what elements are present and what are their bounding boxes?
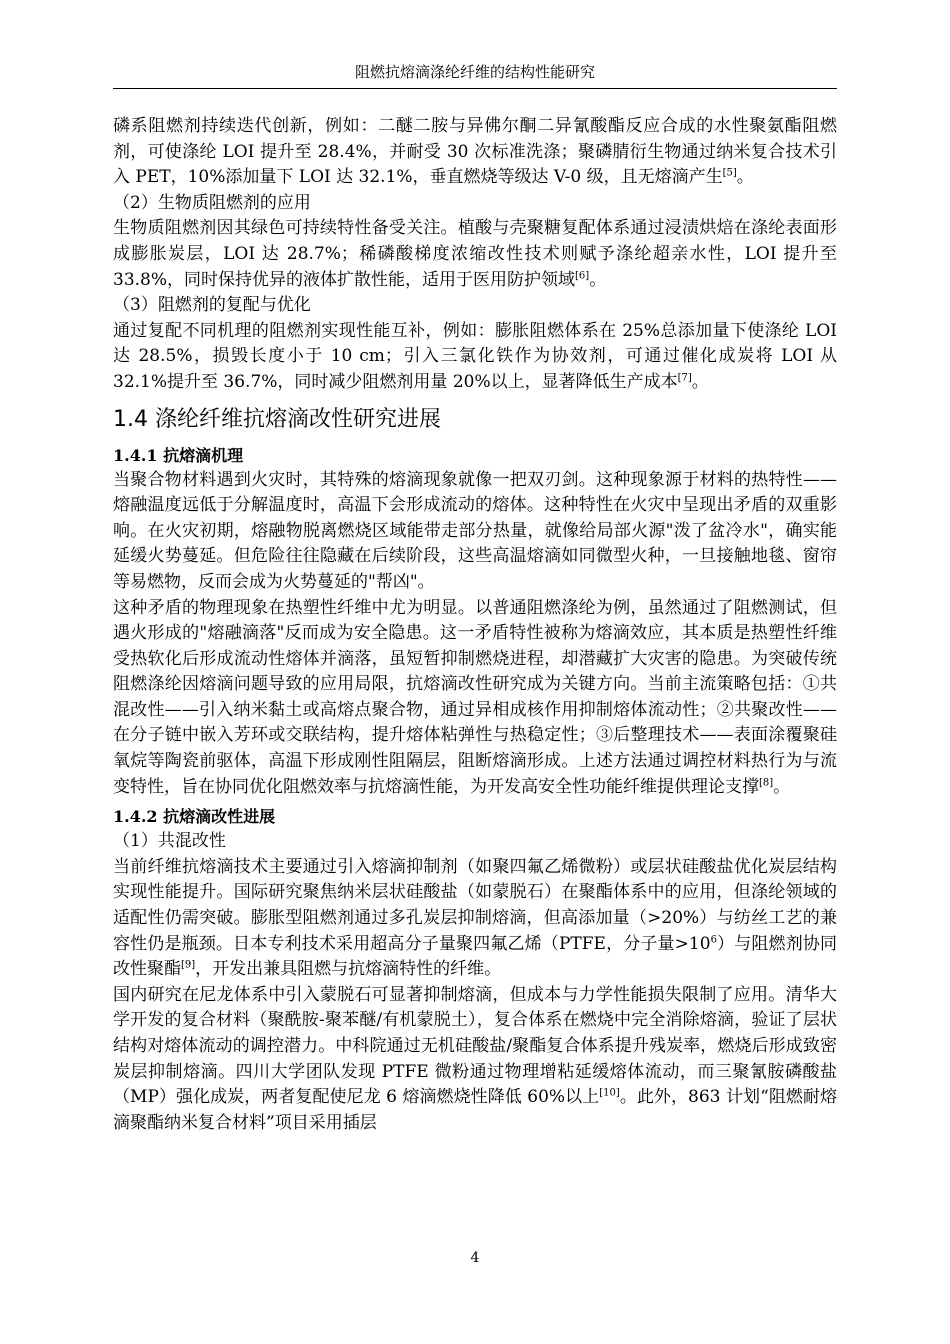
subsection-heading-1-4-1: 1.4.1 抗熔滴机理 <box>113 445 244 465</box>
page-number: 4 <box>470 1250 480 1266</box>
section-heading-1-4: 1.4 涤纶纤维抗熔滴改性研究进展 <box>113 406 441 432</box>
subsection-heading-1-4-2: 1.4.2 抗熔滴改性进展 <box>113 807 276 827</box>
subheading-bio-based: （2）生物质阻燃剂的应用 <box>113 192 311 213</box>
paragraph-compounding: 通过复配不同机理的阻燃剂实现性能互补，例如：膨胀阻燃体系在 25%总添加量下使涤纶 LOI 达 28.5%，损毁长度小于 10 cm；引入三氯化铁作为协效剂，可通过催化成炭将 LOI 从 32.1%提升至 36.7%，同时减少阻燃剂用量 20%以上，显著降低生产成本[7]。 <box>113 320 837 392</box>
citation-9: [9] <box>181 959 196 971</box>
citation-5: [5] <box>722 167 737 179</box>
citation-6: [6] <box>575 269 590 281</box>
paragraph-blend-modification: 当前纤维抗熔滴技术主要通过引入熔滴抑制剂（如聚四氟乙烯微粉）或层状硅酸盐优化炭层结构实现性能提升。国际研究聚焦纳米层状硅酸盐（如蒙脱石）在聚酯体系中的应用，但涤纶领域的适配性仍需突破。膨胀型阻燃剂通过多孔炭层抑制熔滴，但高添加量（>20%）与纺丝工艺的兼容性仍是瓶颈。日本专利技术采用超高分子量聚四氟乙烯（PTFE，分子量$>10^6$）与阻燃剂协同改性聚酯[9]，开发出兼具阻燃与抗熔滴特性的纤维。 <box>113 856 837 980</box>
citation-10: [10] <box>599 1087 620 1099</box>
paragraph-phosphorus-flame-retardants: 磷系阻燃剂持续迭代创新，例如：二醚二胺与异佛尔酮二异氰酸酯反应合成的水性聚氨酯阻燃剂，可使涤纶 LOI 提升至 28.4%，并耐受 30 次标准洗涤；聚磷腈衍生物通过纳米复合技术引入 PET，10%添加量下 LOI 达 32.1%，垂直燃烧等级达 V-0 级，且无熔滴产生[5]。 <box>113 116 837 188</box>
subheading-compounding: （3）阻燃剂的复配与优化 <box>113 295 311 316</box>
subheading-blend-modification: （1）共混改性 <box>113 831 226 852</box>
superscript-exponent: 6 <box>710 933 717 945</box>
citation-7: [7] <box>677 372 692 384</box>
paragraph-domestic-research: 国内研究在尼龙体系中引入蒙脱石可显著抑制熔滴，但成本与力学性能损失限制了应用。清华大学开发的复合材料（聚酰胺-聚苯醚/有机蒙脱土），复合体系在燃烧中完全消除熔滴，验证了层状结构对熔体流动的调控潜力。中科院通过无机硅酸盐/聚酯复合体系提升残炭率，燃烧后形成致密炭层抑制熔滴。四川大学团队发现 PTFE 微粉通过物理增粘延缓熔体流动，而三聚氰胺磷酸盐（MP）强化成炭，两者复配使尼龙 6 熔滴燃烧性降低 60%以上[10]。此外，863 计划“阻燃耐熔滴聚酯纳米复合材料”项目采用插层 <box>113 984 837 1133</box>
paragraph-dripping-mechanism: 当聚合物材料遇到火灾时，其特殊的熔滴现象就像一把双刃剑。这种现象源于材料的热特性——熔融温度远低于分解温度时，高温下会形成流动的熔体。这种特性在火灾中呈现出矛盾的双重影响。在火灾初期，熔融物脱离燃烧区域能带走部分热量，就像给局部火源"泼了盆冷水"，确实能延缓火势蔓延。但危险往往隐藏在后续阶段，这些高温熔滴如同微型火种，一旦接触地毯、窗帘等易燃物，反而会成为火势蔓延的"帮凶"。 <box>113 469 837 592</box>
paragraph-bio-based-flame-retardants: 生物质阻燃剂因其绿色可持续特性备受关注。植酸与壳聚糖复配体系通过浸渍烘焙在涤纶表面形成膨胀炭层，LOI 达 28.7%；稀磷酸梯度浓缩改性技术则赋予涤纶超亲水性，LOI 提升至 33.8%，同时保持优异的液体扩散性能，适用于医用防护领域[6]。 <box>113 218 837 290</box>
running-header: 阻燃抗熔滴涤纶纤维的结构性能研究 <box>354 63 595 81</box>
header-divider <box>113 88 837 89</box>
citation-8: [8] <box>759 777 774 788</box>
body-text <box>113 114 837 1136</box>
paragraph-dripping-effect: 这种矛盾的物理现象在热塑性纤维中尤为明显。以普通阻燃涤纶为例，虽然通过了阻燃测试，但遇火形成的"熔融滴落"反而成为安全隐患。这一矛盾特性被称为熔滴效应，其本质是热塑性纤维受热软化后形成流动性熔体并滴落，虽短暂抑制燃烧进程，却潜藏扩大灾害的隐患。为突破传统阻燃涤纶因熔滴问题导致的应用局限，抗熔滴改性研究成为关键方向。当前主流策略包括：①共混改性——引入纳米黏土或高熔点聚合物，通过异相成核作用抑制熔体流动性；②共聚改性——在分子链中嵌入芳环或交联结构，提升熔体粘弹性与热稳定性；③后整理技术——表面涂覆聚硅氧烷等陶瓷前驱体，高温下形成刚性阻隔层，阻断熔滴形成。上述方法通过调控材料热行为与流变特性，旨在协同优化阻燃效率与抗熔滴性能，为开发高安全性功能纤维提供理论支撑[8]。 <box>113 597 837 797</box>
